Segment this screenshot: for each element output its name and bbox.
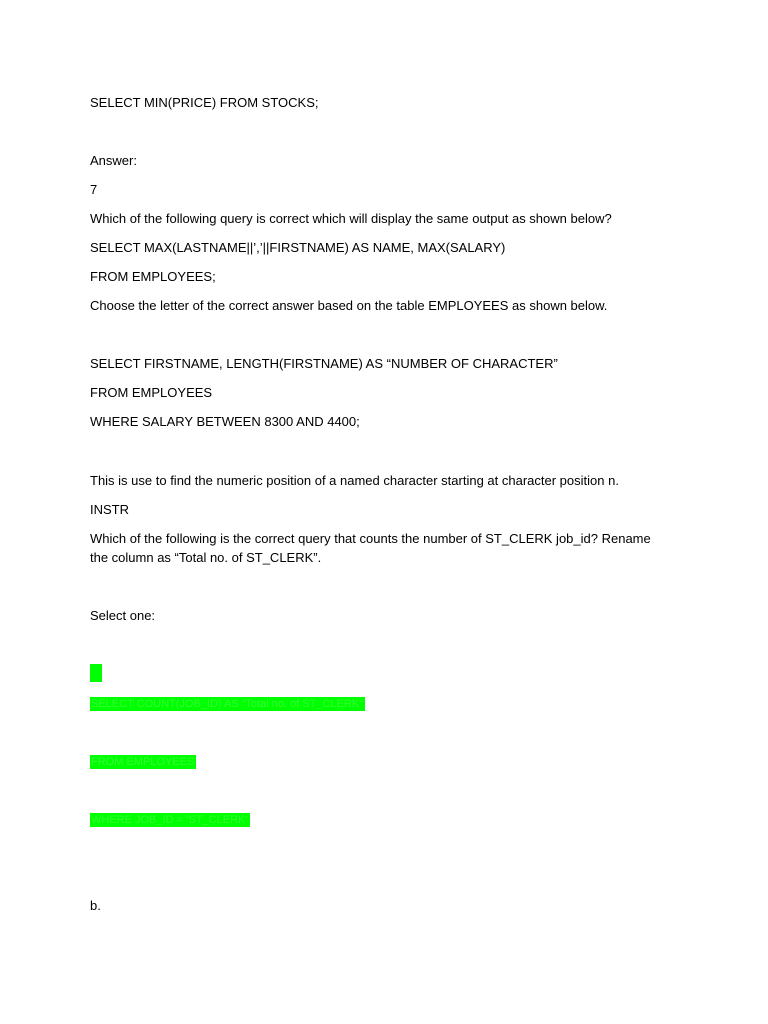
select-one-label: Select one: [90,608,156,623]
option-a-line-3[interactable] [90,809,250,830]
instr-description: This is use to find the numeric position of a named character starting at character position n. [90,473,619,488]
option-a-line-1-text: SELECT COUNT(JOB_ID) AS “Total no. of ST_CLERK” [91,698,363,710]
option-a-letter-text: a. [90,664,102,682]
option-a-line-2-text: FROM EMPLOYEES [91,756,195,768]
query-length-line-2: FROM EMPLOYEES [90,385,213,400]
query-max-line-2: FROM EMPLOYEES; [90,269,216,284]
option-a-line-1[interactable] [90,693,365,714]
option-a-letter[interactable] [90,664,102,683]
question-count-st-clerk: Which of the following is the correct query that counts the number of ST_CLERK job_id? Rename the column as “Total no. of ST_CLERK”. [90,531,651,565]
query-min-price: SELECT MIN(PRICE) FROM STOCKS; [90,95,319,110]
choose-letter-instruction: Choose the letter of the correct answer based on the table EMPLOYEES as shown below. [90,298,608,313]
option-a-line-2[interactable] [90,751,196,772]
answer-label: Answer: [90,153,137,168]
option-b-letter[interactable]: b. [90,898,101,913]
question-same-output: Which of the following query is correct which will display the same output as shown below? [90,211,612,226]
answer-value: 7 [90,182,98,197]
option-a-line-3-text: WHERE JOB_ID = ‘ST_CLERK’ [91,814,248,826]
instr-answer: INSTR [90,502,129,517]
query-max-line-1: SELECT MAX(LASTNAME||’,’||FIRSTNAME) AS NAME, MAX(SALARY) [90,240,506,255]
query-length-line-1: SELECT FIRSTNAME, LENGTH(FIRSTNAME) AS “NUMBER OF CHARACTER” [90,356,558,371]
query-length-line-3: WHERE SALARY BETWEEN 8300 AND 4400; [90,414,360,429]
